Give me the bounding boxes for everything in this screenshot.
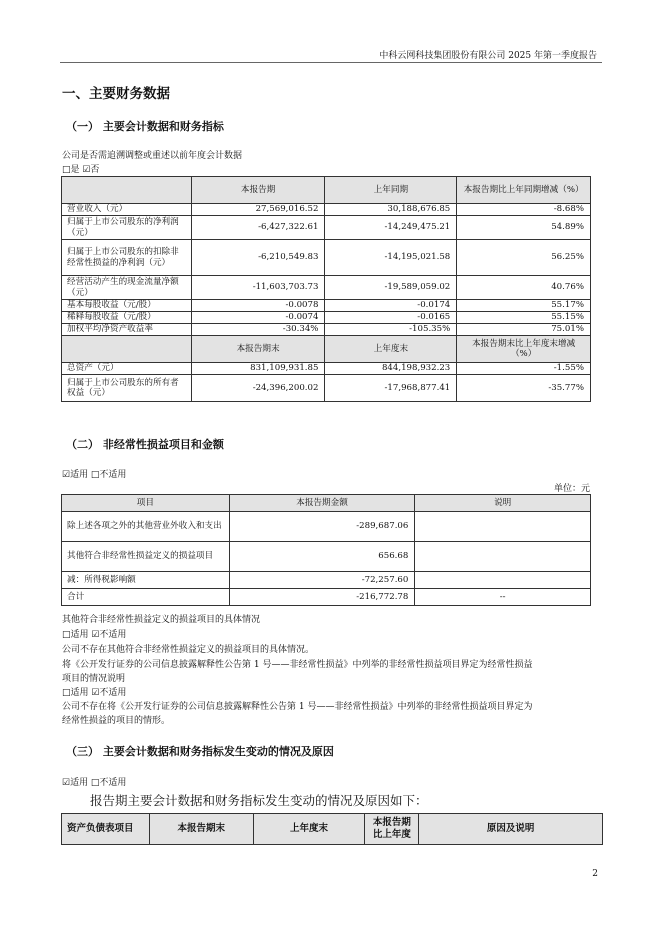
table-cell: 75.01% — [457, 324, 591, 336]
note-1-options: □适用 ☑不适用 — [62, 630, 127, 640]
t1-header-blank — [62, 177, 192, 204]
nonrecurring-applicable: ☑适用 □不适用 — [62, 470, 127, 480]
table-cell: 54.89% — [457, 216, 591, 240]
t2-header-amount: 本报告期金额 — [229, 495, 415, 512]
table-cell: -0.0174 — [325, 300, 457, 312]
t2-header-note: 说明 — [415, 495, 591, 512]
restate-question: 公司是否需追溯调整或重述以前年度会计数据 — [62, 151, 243, 161]
table-cell: -105.35% — [325, 324, 457, 336]
subsection-title-2: （二） 非经常性损益项目和金额 — [66, 438, 224, 451]
table-cell: -0.0074 — [191, 312, 325, 324]
header-report-title: 中科云网科技集团股份有限公司 2025 年第一季度报告 — [379, 51, 597, 61]
table-row-label: 归属于上市公司股东的所有者权益（元） — [62, 375, 192, 402]
table-row-label: 总资产（元） — [62, 363, 192, 375]
note-1-text: 公司不存在其他符合非经常性损益定义的损益项目的具体情况。 — [62, 645, 315, 655]
t3-header-reason: 原因及说明 — [419, 814, 603, 845]
table-cell: -6,427,322.61 — [191, 216, 325, 240]
table-cell: -35.77% — [457, 375, 591, 402]
table-cell: 27,569,016.52 — [191, 204, 325, 216]
table-row-label: 加权平均净资产收益率 — [62, 324, 192, 336]
table-cell: 55.15% — [457, 312, 591, 324]
t1-header-change: 本报告期比上年同期增减（%） — [457, 177, 591, 204]
table-row-label: 归属于上市公司股东的净利润（元） — [62, 216, 192, 240]
table-cell: 56.25% — [457, 240, 591, 276]
table-cell: -17,968,877.41 — [325, 375, 457, 402]
table-cell: -14,195,021.58 — [325, 240, 457, 276]
table-cell: -- — [415, 589, 591, 606]
table-cell: -8.68% — [457, 204, 591, 216]
t1-header2-year-end: 上年度末 — [325, 336, 457, 363]
t1-header-prior: 上年同期 — [325, 177, 457, 204]
table-cell — [415, 572, 591, 589]
t3-header-item: 资产负债表项目 — [62, 814, 150, 845]
changes-intro: 报告期主要会计数据和财务指标发生变动的情况及原因如下： — [90, 793, 428, 808]
t2-header-item: 项目 — [62, 495, 230, 512]
table-cell: -30.34% — [191, 324, 325, 336]
table-cell: 844,198,932.23 — [325, 363, 457, 375]
t3-header-period-end: 本报告期末 — [149, 814, 253, 845]
table-cell: -19,589,059.02 — [325, 276, 457, 300]
section-title: 一、主要财务数据 — [62, 86, 170, 102]
table-cell: -72,257.60 — [229, 572, 415, 589]
table-cell — [415, 512, 591, 542]
note-2-title-b: 项目的情况说明 — [62, 674, 126, 684]
restate-options: □是 ☑否 — [62, 165, 100, 175]
table-row-label: 经营活动产生的现金流量净额（元） — [62, 276, 192, 300]
table-row-label: 基本每股收益（元/股） — [62, 300, 192, 312]
note-2-options: □适用 ☑不适用 — [62, 688, 127, 698]
table-row-label: 除上述各项之外的其他营业外收入和支出 — [62, 512, 230, 542]
subsection-title-3: （三） 主要会计数据和财务指标发生变动的情况及原因 — [66, 745, 334, 758]
t1-header2-period-end: 本报告期末 — [191, 336, 325, 363]
table-cell: -1.55% — [457, 363, 591, 375]
table-cell: -0.0078 — [191, 300, 325, 312]
table-cell — [415, 542, 591, 572]
table-row-label: 合计 — [62, 589, 230, 606]
page-number: 2 — [592, 869, 598, 879]
key-financial-table — [61, 176, 591, 402]
table-cell: -24,396,200.02 — [191, 375, 325, 402]
note-2-title-a: 将《公开发行证券的公司信息披露解释性公告第 1 号——非经常性损益》中列举的非经常性损益项目界定为经常性损益 — [62, 660, 533, 670]
note-2-text-b: 经常性损益的项目的情形。 — [62, 716, 171, 726]
table-row-label: 减：所得税影响额 — [62, 572, 230, 589]
t1-header2-blank — [62, 336, 192, 363]
table-row-label: 其他符合非经常性损益定义的损益项目 — [62, 542, 230, 572]
unit-label: 单位：元 — [553, 484, 590, 494]
table-cell: -6,210,549.83 — [191, 240, 325, 276]
table-cell: -11,603,703.73 — [191, 276, 325, 300]
table-cell: 40.76% — [457, 276, 591, 300]
note-2-text-a: 公司不存在将《公开发行证券的公司信息披露解释性公告第 1 号——非经常性损益》中列举的非经常性损益项目界定为 — [62, 702, 533, 712]
subsection-title-1: （一） 主要会计数据和财务指标 — [66, 120, 224, 133]
table-cell: 831,109,931.85 — [191, 363, 325, 375]
table-cell: -14,249,475.21 — [325, 216, 457, 240]
table-cell: -216,772.78 — [229, 589, 415, 606]
t3-header-year-end: 上年度末 — [253, 814, 365, 845]
note-1-title: 其他符合非经常性损益定义的损益项目的具体情况 — [62, 615, 261, 625]
table-cell: -0.0165 — [325, 312, 457, 324]
table-cell: 55.17% — [457, 300, 591, 312]
table-cell: 30,188,676.85 — [325, 204, 457, 216]
table-row-label: 营业收入（元） — [62, 204, 192, 216]
table-row-label: 稀释每股收益（元/股） — [62, 312, 192, 324]
table-cell: 656.68 — [229, 542, 415, 572]
t3-header-change: 本报告期比上年度 — [365, 814, 419, 845]
nonrecurring-table — [61, 494, 591, 606]
changes-table — [61, 813, 603, 845]
changes-applicable: ☑适用 □不适用 — [62, 778, 127, 788]
t1-header2-change: 本报告期末比上年度末增减（%） — [457, 336, 591, 363]
table-row-label: 归属于上市公司股东的扣除非经常性损益的净利润（元） — [62, 240, 192, 276]
t1-header-current: 本报告期 — [191, 177, 325, 204]
header-divider — [60, 62, 602, 63]
table-cell: -289,687.06 — [229, 512, 415, 542]
